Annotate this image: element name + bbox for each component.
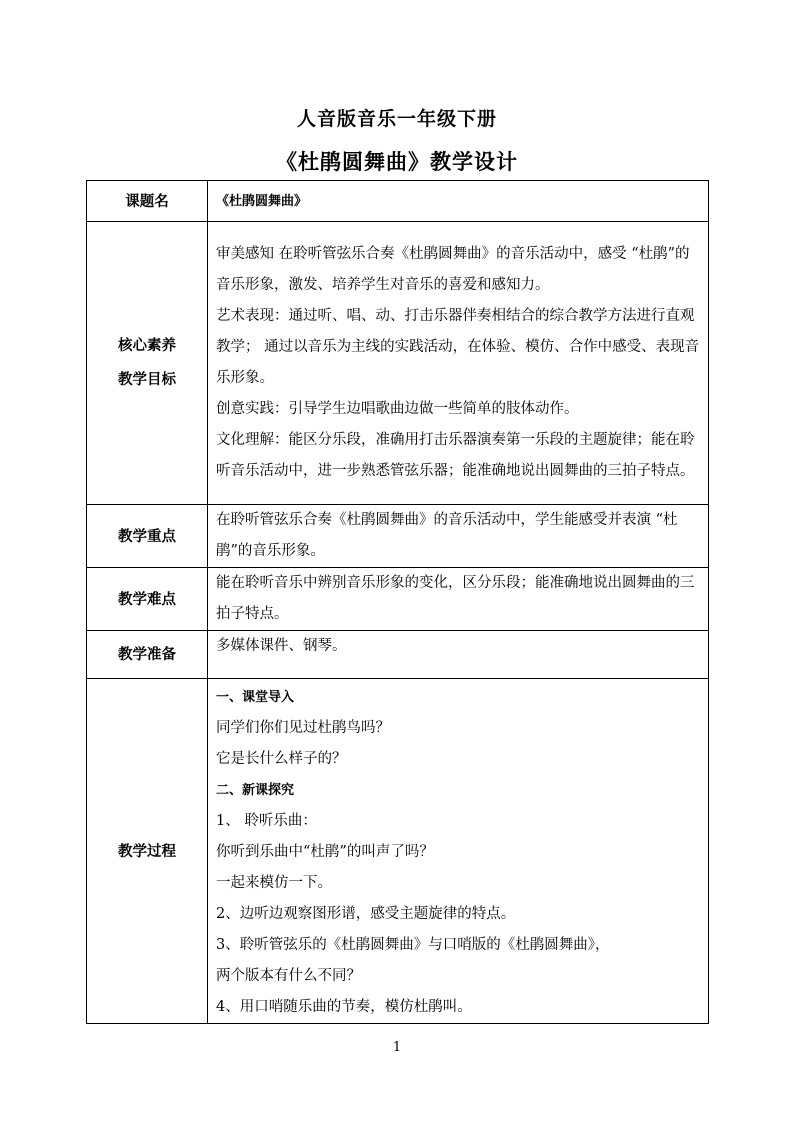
process-value — [208, 679, 709, 1024]
difficulty-label: 教学难点 — [87, 568, 208, 631]
key-label: 教学重点 — [87, 505, 208, 568]
process-line: 1、 聆听乐曲： — [216, 813, 317, 829]
goal-artistic: 艺术表现：通过听、唱、动、打击乐器伴奏相结合的综合教学方法进行直观教学； 通过以音乐为主线的实践活动，在体验、模仿、合作中感受、表现音乐形象。 — [216, 308, 700, 386]
table-row-goals — [87, 222, 709, 505]
table-row-key — [87, 505, 709, 568]
page-number: 1 — [392, 1040, 402, 1055]
goals-label-line1: 核心素养 — [118, 337, 176, 354]
goals-label — [87, 222, 208, 505]
process-line: 两个版本有什么不同？ — [216, 968, 361, 984]
process-line: 2、边听边观察图形谱，感受主题旋律的特点。 — [216, 906, 516, 922]
document-title-line2: 《杜鹃圆舞曲》教学设计 — [276, 149, 518, 174]
process-line: 二、新课探究 — [216, 783, 295, 798]
lesson-plan-table — [86, 180, 709, 1024]
table-row-difficulty — [87, 568, 709, 631]
document-title-line1: 人音版音乐一年级下册 — [296, 108, 497, 130]
goals-value — [208, 222, 709, 505]
topic-label: 课题名 — [87, 181, 208, 222]
topic-value — [208, 181, 709, 222]
prep-value: 多媒体课件、钢琴。 — [208, 631, 709, 679]
key-value: 在聆听管弦乐合奏《杜鹃圆舞曲》的音乐活动中，学生能感受并表演 “杜鹃”的音乐形象。 — [208, 505, 709, 568]
difficulty-value: 能在聆听音乐中辨别音乐形象的变化，区分乐段；能准确地说出圆舞曲的三拍子特点。 — [208, 568, 709, 631]
process-line: 同学们你们见过杜鹃鸟吗？ — [216, 720, 390, 736]
goal-creative: 创意实践：引导学生边唱歌曲边做一些简单的肢体动作。 — [216, 401, 579, 417]
process-label: 教学过程 — [87, 679, 208, 1024]
process-line: 3、聆听管弦乐的《杜鹃圆舞曲》与口哨版的《杜鹃圆舞曲》， — [216, 937, 610, 953]
process-line: 4、用口哨随乐曲的节奏，模仿杜鹃叫。 — [216, 999, 472, 1015]
process-line: 一、课堂导入 — [216, 690, 295, 705]
prep-label: 教学准备 — [87, 631, 208, 679]
topic-value-text: 《杜鹃圆舞曲》 — [216, 193, 308, 209]
process-line: 你听到乐曲中“杜鹃”的叫声了吗？ — [216, 844, 434, 860]
table-row-topic — [87, 181, 709, 222]
goals-label-line2: 教学目标 — [118, 371, 176, 388]
table-row-prep — [87, 631, 709, 679]
process-line: 一起来模仿一下。 — [216, 875, 332, 891]
goal-cultural: 文化理解：能区分乐段，准确用打击乐器演奏第一乐段的主题旋律；能在聆听音乐活动中，进一步熟悉管弦乐器；能准确地说出圆舞曲的三拍子特点。 — [216, 432, 695, 479]
process-line: 它是长什么样子的？ — [216, 751, 347, 767]
table-row-process — [87, 679, 709, 1024]
goal-aesthetic: 审美感知 在聆听管弦乐合奏《杜鹃圆舞曲》的音乐活动中，感受 “杜鹃”的音乐形象，激发、培养学生对音乐的喜爱和感知力。 — [216, 246, 690, 293]
